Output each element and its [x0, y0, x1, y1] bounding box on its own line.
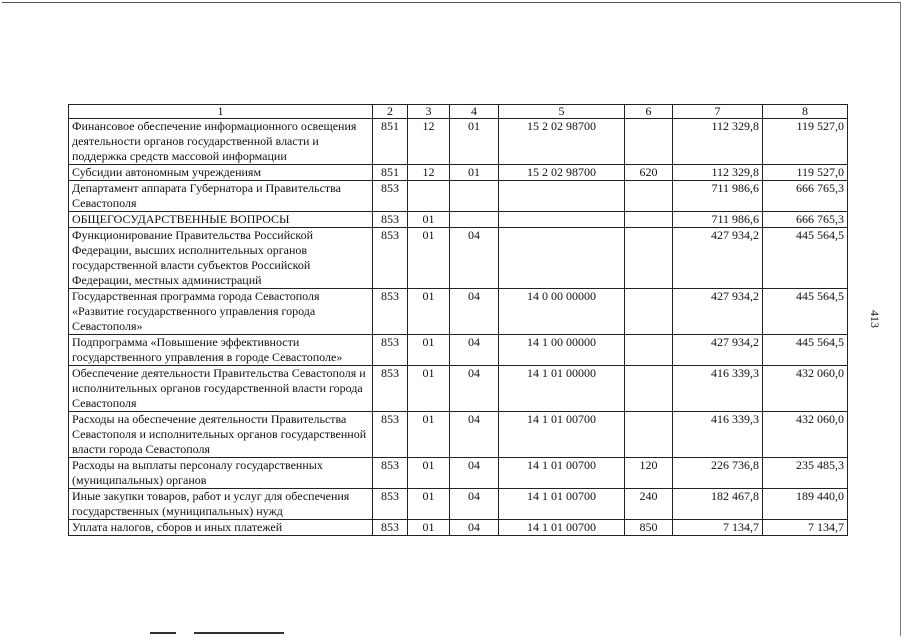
row-sum1: 427 934,2	[673, 335, 763, 366]
table-row	[69, 228, 848, 289]
row-name: Функционирование Правительства Российской Федерации, высших исполнительных органов государственной власти субъектов Российской Федерации, местных администраций	[69, 228, 373, 289]
row-csr: 14 1 01 00700	[499, 489, 625, 520]
row-sum2: 445 564,5	[763, 335, 848, 366]
budget-table	[68, 104, 848, 536]
row-name: Финансовое обеспечение информационного освещения деятельности органов государственной власти и поддержка средств массовой информации	[69, 119, 373, 165]
header-cell: 4	[450, 105, 499, 119]
row-csr: 14 1 01 00700	[499, 458, 625, 489]
row-sum1: 711 986,6	[673, 181, 763, 212]
row-razdel: 01	[408, 489, 450, 520]
row-name: Уплата налогов, сборов и иных платежей	[69, 520, 373, 536]
row-sum1: 427 934,2	[673, 228, 763, 289]
row-adm: 853	[373, 335, 408, 366]
row-sum2: 7 134,7	[763, 520, 848, 536]
row-podrazdel: 04	[450, 335, 499, 366]
row-sum1: 7 134,7	[673, 520, 763, 536]
row-sum2: 432 060,0	[763, 412, 848, 458]
row-name: Подпрограмма «Повышение эффективности государственного управления в городе Севастополе»	[69, 335, 373, 366]
row-podrazdel	[450, 212, 499, 228]
header-cell: 7	[673, 105, 763, 119]
row-podrazdel: 04	[450, 458, 499, 489]
scan-artifact-line	[194, 632, 284, 634]
row-adm: 853	[373, 366, 408, 412]
row-sum2: 432 060,0	[763, 366, 848, 412]
header-cell: 1	[69, 105, 373, 119]
table-row	[69, 366, 848, 412]
page-number: 413	[868, 310, 882, 328]
row-razdel: 12	[408, 165, 450, 181]
row-adm: 853	[373, 520, 408, 536]
table-row	[69, 412, 848, 458]
table-row	[69, 289, 848, 335]
row-vr	[625, 289, 673, 335]
row-adm: 853	[373, 181, 408, 212]
table-row	[69, 489, 848, 520]
row-podrazdel: 04	[450, 412, 499, 458]
row-csr: 14 1 01 00700	[499, 520, 625, 536]
row-razdel: 01	[408, 458, 450, 489]
row-csr: 15 2 02 98700	[499, 165, 625, 181]
row-adm: 853	[373, 412, 408, 458]
row-vr	[625, 412, 673, 458]
table-row	[69, 165, 848, 181]
row-vr: 620	[625, 165, 673, 181]
row-podrazdel: 04	[450, 228, 499, 289]
row-sum2: 119 527,0	[763, 165, 848, 181]
row-razdel: 01	[408, 289, 450, 335]
row-podrazdel: 04	[450, 289, 499, 335]
row-name: Расходы на выплаты персоналу государственных (муниципальных) органов	[69, 458, 373, 489]
row-adm: 851	[373, 165, 408, 181]
row-adm: 851	[373, 119, 408, 165]
row-vr	[625, 119, 673, 165]
table-row	[69, 520, 848, 536]
header-cell: 2	[373, 105, 408, 119]
table-header-row	[69, 105, 848, 119]
row-adm: 853	[373, 212, 408, 228]
row-adm: 853	[373, 458, 408, 489]
row-podrazdel: 04	[450, 489, 499, 520]
row-sum2: 666 765,3	[763, 181, 848, 212]
row-vr: 120	[625, 458, 673, 489]
row-podrazdel: 04	[450, 520, 499, 536]
row-razdel: 01	[408, 412, 450, 458]
row-podrazdel: 01	[450, 165, 499, 181]
row-vr	[625, 366, 673, 412]
row-razdel: 12	[408, 119, 450, 165]
row-adm: 853	[373, 289, 408, 335]
row-csr: 14 1 01 00700	[499, 412, 625, 458]
row-razdel: 01	[408, 228, 450, 289]
row-sum1: 112 329,8	[673, 119, 763, 165]
row-adm: 853	[373, 228, 408, 289]
row-sum2: 666 765,3	[763, 212, 848, 228]
row-name: Субсидии автономным учреждениям	[69, 165, 373, 181]
row-sum1: 427 934,2	[673, 289, 763, 335]
row-name: Иные закупки товаров, работ и услуг для обеспечения государственных (муниципальных) нужд	[69, 489, 373, 520]
row-csr	[499, 228, 625, 289]
row-razdel: 01	[408, 212, 450, 228]
row-sum2: 119 527,0	[763, 119, 848, 165]
row-vr: 240	[625, 489, 673, 520]
row-vr	[625, 335, 673, 366]
row-sum2: 445 564,5	[763, 228, 848, 289]
row-csr	[499, 181, 625, 212]
row-csr: 14 1 01 00000	[499, 366, 625, 412]
header-cell: 8	[763, 105, 848, 119]
row-podrazdel: 01	[450, 119, 499, 165]
row-razdel	[408, 181, 450, 212]
table-row	[69, 335, 848, 366]
table-row	[69, 119, 848, 165]
row-vr	[625, 212, 673, 228]
row-sum1: 226 736,8	[673, 458, 763, 489]
row-name: Обеспечение деятельности Правительства Севастополя и исполнительных органов государственной власти города Севастополя	[69, 366, 373, 412]
row-vr	[625, 181, 673, 212]
table-row	[69, 212, 848, 228]
row-razdel: 01	[408, 520, 450, 536]
row-sum1: 112 329,8	[673, 165, 763, 181]
row-podrazdel: 04	[450, 366, 499, 412]
row-csr: 15 2 02 98700	[499, 119, 625, 165]
row-sum1: 711 986,6	[673, 212, 763, 228]
row-csr: 14 1 00 00000	[499, 335, 625, 366]
row-razdel: 01	[408, 366, 450, 412]
header-cell: 5	[499, 105, 625, 119]
row-name: Департамент аппарата Губернатора и Правительства Севастополя	[69, 181, 373, 212]
row-sum1: 416 339,3	[673, 366, 763, 412]
table-row	[69, 181, 848, 212]
header-cell: 6	[625, 105, 673, 119]
table-row	[69, 458, 848, 489]
row-sum2: 235 485,3	[763, 458, 848, 489]
scan-artifact-line	[150, 632, 176, 634]
row-sum1: 182 467,8	[673, 489, 763, 520]
row-sum2: 189 440,0	[763, 489, 848, 520]
row-vr: 850	[625, 520, 673, 536]
row-adm: 853	[373, 489, 408, 520]
row-razdel: 01	[408, 335, 450, 366]
row-sum1: 416 339,3	[673, 412, 763, 458]
row-sum2: 445 564,5	[763, 289, 848, 335]
row-name: Расходы на обеспечение деятельности Правительства Севастополя и исполнительных органов государственной власти города Севастополя	[69, 412, 373, 458]
header-cell: 3	[408, 105, 450, 119]
row-csr: 14 0 00 00000	[499, 289, 625, 335]
row-name: ОБЩЕГОСУДАРСТВЕННЫЕ ВОПРОСЫ	[69, 212, 373, 228]
row-podrazdel	[450, 181, 499, 212]
row-name: Государственная программа города Севастополя «Развитие государственного управления города Севастополя»	[69, 289, 373, 335]
row-csr	[499, 212, 625, 228]
row-vr	[625, 228, 673, 289]
